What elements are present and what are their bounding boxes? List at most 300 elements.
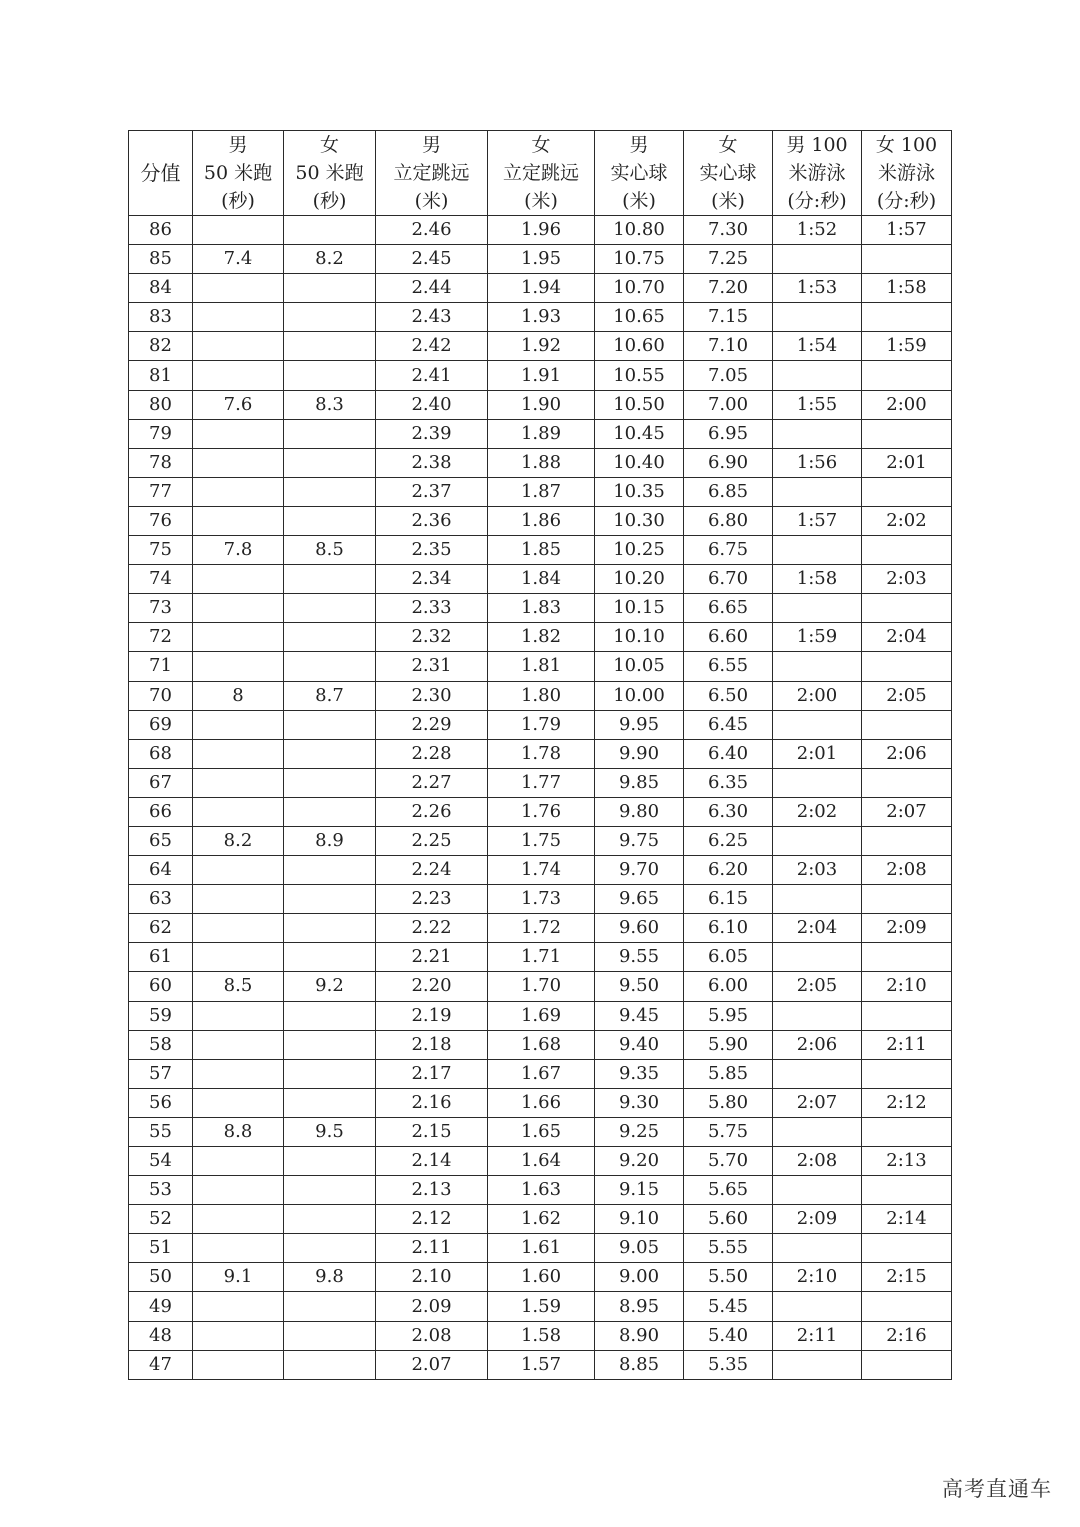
table-cell [284,885,376,914]
table-cell: 1.90 [488,390,595,419]
column-header [193,131,284,216]
table-cell [193,448,284,477]
table-cell [193,274,284,303]
table-cell [862,710,952,739]
table-cell: 1:58 [773,565,862,594]
table-row [129,652,952,681]
table-cell: 7.25 [684,245,773,274]
table-cell [193,914,284,943]
table-cell [862,652,952,681]
table-cell: 9.1 [193,1263,284,1292]
table-cell: 1.64 [488,1147,595,1176]
table-cell [284,1059,376,1088]
table-cell: 7.15 [684,303,773,332]
score-cell: 48 [129,1321,193,1350]
table-cell: 8.2 [193,826,284,855]
table-cell: 2:06 [862,739,952,768]
table-cell: 10.70 [595,274,684,303]
table-cell: 10.65 [595,303,684,332]
table-cell [284,856,376,885]
table-cell: 2:07 [773,1088,862,1117]
table-cell: 1.81 [488,652,595,681]
table-cell: 1.89 [488,419,595,448]
header-line: 男 [228,134,248,156]
table-cell: 2:16 [862,1321,952,1350]
table-cell [193,419,284,448]
score-cell: 53 [129,1176,193,1205]
table-cell [193,885,284,914]
table-cell: 1:56 [773,448,862,477]
table-cell: 1.75 [488,826,595,855]
table-cell [284,652,376,681]
table-cell: 5.45 [684,1292,773,1321]
table-cell [862,1117,952,1146]
header-line: (秒) [312,190,347,212]
table-cell: 8.95 [595,1292,684,1321]
score-cell: 74 [129,565,193,594]
table-cell: 9.80 [595,797,684,826]
table-cell [284,1176,376,1205]
table-cell: 2:09 [773,1205,862,1234]
table-cell: 2.35 [376,536,488,565]
table-cell: 1.71 [488,943,595,972]
table-cell: 2.30 [376,681,488,710]
table-cell [193,739,284,768]
header-line: (米) [524,190,558,212]
header-line: 分值 [140,161,181,185]
table-cell [193,1350,284,1379]
table-cell [193,768,284,797]
table-cell [773,1059,862,1088]
table-cell: 2:07 [862,797,952,826]
table-cell: 6.05 [684,943,773,972]
table-cell [862,477,952,506]
column-header [595,131,684,216]
table-row [129,506,952,535]
header-line: (秒) [221,190,255,212]
table-cell: 2:01 [862,448,952,477]
table-row [129,681,952,710]
table-cell: 1.88 [488,448,595,477]
header-line: 50 米跑 [295,162,364,184]
table-cell: 1.83 [488,594,595,623]
table-cell [193,1059,284,1088]
score-cell: 50 [129,1263,193,1292]
table-cell: 2:00 [862,390,952,419]
score-cell: 51 [129,1234,193,1263]
score-cell: 57 [129,1059,193,1088]
table-row [129,565,952,594]
table-cell [773,1350,862,1379]
table-cell: 2.45 [376,245,488,274]
table-row [129,943,952,972]
table-cell: 2.40 [376,390,488,419]
table-cell: 6.55 [684,652,773,681]
table-row [129,768,952,797]
table-cell [862,943,952,972]
header-line: 立定跳远 [502,162,579,184]
table-cell [193,332,284,361]
table-cell: 2.21 [376,943,488,972]
table-cell: 6.65 [684,594,773,623]
table-cell: 9.35 [595,1059,684,1088]
table-cell: 2.37 [376,477,488,506]
table-cell: 8 [193,681,284,710]
table-cell [773,710,862,739]
table-row [129,536,952,565]
table-cell: 7.30 [684,216,773,245]
score-cell: 81 [129,361,193,390]
table-cell [193,594,284,623]
table-row [129,1350,952,1379]
header-line: 男 100 [786,134,848,156]
table-cell: 2.10 [376,1263,488,1292]
table-cell: 6.45 [684,710,773,739]
table-cell: 9.40 [595,1030,684,1059]
table-cell: 1:59 [773,623,862,652]
table-cell [773,652,862,681]
column-header [773,131,862,216]
table-cell: 1.94 [488,274,595,303]
score-cell: 60 [129,972,193,1001]
table-cell: 2.39 [376,419,488,448]
table-cell [862,1350,952,1379]
table-cell [193,1176,284,1205]
table-cell: 2:06 [773,1030,862,1059]
table-cell [862,1234,952,1263]
table-cell: 9.75 [595,826,684,855]
table-cell [773,768,862,797]
table-row [129,1263,952,1292]
table-cell: 2.09 [376,1292,488,1321]
table-cell: 2:02 [773,797,862,826]
table-cell [773,361,862,390]
table-cell: 5.60 [684,1205,773,1234]
table-cell [862,361,952,390]
table-cell: 6.70 [684,565,773,594]
column-header [862,131,952,216]
table-cell [773,885,862,914]
table-cell: 8.7 [284,681,376,710]
table-row [129,826,952,855]
table-cell: 2:04 [862,623,952,652]
table-cell: 1.69 [488,1001,595,1030]
table-cell [193,856,284,885]
table-cell [862,826,952,855]
score-cell: 80 [129,390,193,419]
table-cell [862,768,952,797]
table-cell [284,332,376,361]
table-cell: 2.08 [376,1321,488,1350]
table-cell: 9.5 [284,1117,376,1146]
table-cell: 9.70 [595,856,684,885]
header-line: 立定跳远 [393,162,470,184]
table-cell [773,1234,862,1263]
table-cell: 8.8 [193,1117,284,1146]
table-cell: 2:10 [773,1263,862,1292]
table-cell: 10.80 [595,216,684,245]
table-cell: 1.91 [488,361,595,390]
table-cell: 10.75 [595,245,684,274]
table-row [129,710,952,739]
table-row [129,274,952,303]
table-cell: 1.65 [488,1117,595,1146]
table-cell: 9.2 [284,972,376,1001]
score-cell: 77 [129,477,193,506]
table-cell: 2.22 [376,914,488,943]
table-cell: 2:01 [773,739,862,768]
table-cell: 7.8 [193,536,284,565]
table-cell: 2:02 [862,506,952,535]
score-cell: 59 [129,1001,193,1030]
table-cell [284,1234,376,1263]
table-cell: 1.58 [488,1321,595,1350]
table-cell: 2.25 [376,826,488,855]
table-cell [284,594,376,623]
table-cell: 9.45 [595,1001,684,1030]
table-cell: 9.10 [595,1205,684,1234]
table-cell: 1.87 [488,477,595,506]
table-cell: 2.20 [376,972,488,1001]
table-row [129,216,952,245]
table-cell: 9.55 [595,943,684,972]
table-row [129,390,952,419]
table-cell: 2.16 [376,1088,488,1117]
table-row [129,419,952,448]
header-line: 实心球 [610,162,668,184]
table-cell: 1.76 [488,797,595,826]
table-cell [862,885,952,914]
score-cell: 78 [129,448,193,477]
header-line: (米) [414,190,449,212]
table-cell: 2.11 [376,1234,488,1263]
table-cell [193,303,284,332]
table-cell: 2.24 [376,856,488,885]
table-row [129,594,952,623]
table-cell: 2:00 [773,681,862,710]
table-cell: 6.35 [684,768,773,797]
table-cell [773,1117,862,1146]
table-row [129,1321,952,1350]
table-cell: 1.79 [488,710,595,739]
table-cell: 10.00 [595,681,684,710]
table-cell: 6.30 [684,797,773,826]
table-cell [193,1030,284,1059]
table-cell: 5.65 [684,1176,773,1205]
table-cell [284,710,376,739]
table-cell: 1.66 [488,1088,595,1117]
table-cell: 5.95 [684,1001,773,1030]
table-cell: 1:59 [862,332,952,361]
table-row [129,1176,952,1205]
score-table [128,130,952,1380]
table-row [129,1059,952,1088]
column-header [684,131,773,216]
table-row [129,972,952,1001]
table-cell: 2:14 [862,1205,952,1234]
header-line: (米) [622,190,656,212]
table-cell: 2:08 [862,856,952,885]
table-cell: 9.90 [595,739,684,768]
header-line: (分:秒) [787,190,847,212]
watermark: 高考直通车 [942,1477,1052,1501]
header-line: 50 米跑 [203,162,273,184]
table-cell: 5.50 [684,1263,773,1292]
table-cell [773,477,862,506]
table-cell: 6.80 [684,506,773,535]
table-cell [284,1030,376,1059]
table-cell: 2:05 [862,681,952,710]
table-cell: 10.40 [595,448,684,477]
table-row [129,1030,952,1059]
score-cell: 67 [129,768,193,797]
table-cell: 8.85 [595,1350,684,1379]
table-cell: 7.10 [684,332,773,361]
table-cell [193,477,284,506]
table-cell: 2.41 [376,361,488,390]
table-row [129,361,952,390]
table-cell: 9.15 [595,1176,684,1205]
table-cell [284,768,376,797]
table-cell [193,797,284,826]
table-cell: 1.72 [488,914,595,943]
table-row [129,1205,952,1234]
table-cell [193,506,284,535]
table-cell: 2.26 [376,797,488,826]
table-cell: 6.50 [684,681,773,710]
table-cell: 6.25 [684,826,773,855]
table-cell [773,536,862,565]
header-line: 女 [531,134,551,156]
table-cell [773,419,862,448]
table-cell [193,1001,284,1030]
table-cell: 1.86 [488,506,595,535]
table-row [129,448,952,477]
table-cell [862,1001,952,1030]
score-cell: 83 [129,303,193,332]
table-cell [193,1234,284,1263]
score-column-header [129,131,193,216]
table-cell [862,536,952,565]
header-line: 女 100 [875,134,938,156]
table-cell: 6.95 [684,419,773,448]
table-cell: 2:03 [862,565,952,594]
table-cell: 5.70 [684,1147,773,1176]
table-cell [284,506,376,535]
table-cell: 10.55 [595,361,684,390]
table-cell: 2:05 [773,972,862,1001]
table-cell: 5.80 [684,1088,773,1117]
table-cell: 9.50 [595,972,684,1001]
table-cell [193,565,284,594]
table-cell: 1.57 [488,1350,595,1379]
table-cell [284,739,376,768]
table-cell: 1.78 [488,739,595,768]
table-cell: 1.96 [488,216,595,245]
score-cell: 66 [129,797,193,826]
table-cell: 1.74 [488,856,595,885]
table-cell: 10.30 [595,506,684,535]
table-cell: 8.3 [284,390,376,419]
table-cell: 2:10 [862,972,952,1001]
header-line: 实心球 [699,162,757,184]
table-cell [193,1292,284,1321]
table-cell: 8.2 [284,245,376,274]
score-cell: 52 [129,1205,193,1234]
table-cell: 9.60 [595,914,684,943]
score-cell: 55 [129,1117,193,1146]
table-cell [284,1001,376,1030]
table-cell: 2.18 [376,1030,488,1059]
table-cell: 2:11 [862,1030,952,1059]
score-cell: 69 [129,710,193,739]
table-row [129,245,952,274]
table-cell: 1.70 [488,972,595,1001]
table-cell: 1.95 [488,245,595,274]
table-cell: 1:58 [862,274,952,303]
score-cell: 54 [129,1147,193,1176]
header-line: 女 [718,134,738,156]
table-row [129,1147,952,1176]
table-cell: 9.8 [284,1263,376,1292]
table-row [129,1117,952,1146]
table-cell: 2.31 [376,652,488,681]
table-cell [284,1321,376,1350]
score-cell: 76 [129,506,193,535]
table-cell: 1:57 [862,216,952,245]
table-cell: 7.05 [684,361,773,390]
table-cell: 2.19 [376,1001,488,1030]
table-cell: 8.5 [284,536,376,565]
table-row [129,885,952,914]
table-cell: 8.5 [193,972,284,1001]
table-cell: 2:15 [862,1263,952,1292]
table-cell: 8.90 [595,1321,684,1350]
score-cell: 70 [129,681,193,710]
table-cell [862,594,952,623]
table-cell [284,361,376,390]
table-cell [193,1147,284,1176]
column-header [488,131,595,216]
table-cell [284,1292,376,1321]
table-cell: 1.93 [488,303,595,332]
table-cell: 1.59 [488,1292,595,1321]
table-cell: 1.73 [488,885,595,914]
table-cell: 2.14 [376,1147,488,1176]
table-cell: 2.07 [376,1350,488,1379]
table-cell: 5.55 [684,1234,773,1263]
table-cell [773,943,862,972]
table-cell: 7.6 [193,390,284,419]
table-cell: 6.85 [684,477,773,506]
table-cell [284,1205,376,1234]
score-cell: 79 [129,419,193,448]
table-cell: 9.95 [595,710,684,739]
table-cell: 7.4 [193,245,284,274]
table-cell [284,797,376,826]
score-cell: 82 [129,332,193,361]
table-cell: 2.38 [376,448,488,477]
table-cell: 5.85 [684,1059,773,1088]
table-cell: 1.61 [488,1234,595,1263]
table-cell [773,594,862,623]
table-row [129,1001,952,1030]
table-row [129,332,952,361]
table-cell: 1.60 [488,1263,595,1292]
table-cell: 1.62 [488,1205,595,1234]
table-cell: 2:11 [773,1321,862,1350]
table-cell: 6.00 [684,972,773,1001]
